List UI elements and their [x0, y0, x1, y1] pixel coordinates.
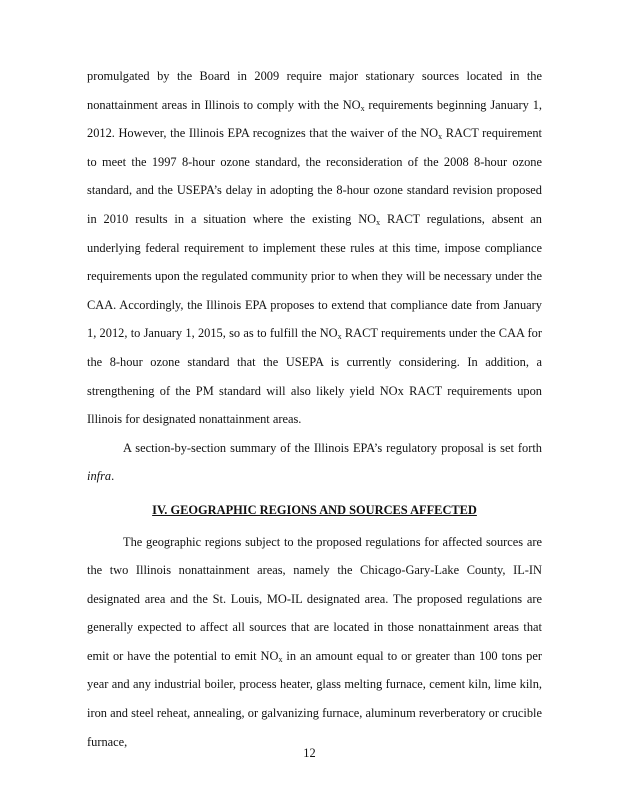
subscript-x: x [360, 103, 365, 113]
text-segment: RACT requirements under the CAA for the 8-hour ozone standard that the USEPA is currently considering. In addition, a strengthening of the PM standard will also likely yield NOx RACT requirements upon Illinois for designated nonattainment areas. [87, 326, 542, 427]
paragraph-nox-compliance [87, 62, 542, 434]
paragraph-summary-reference [87, 434, 542, 491]
text-segment: promulgated by the Board in 2009 require major stationary sources located in the nonattainment areas in Illinois to comply with the NO [87, 69, 542, 112]
text-segment: requirements beginning January 1, 2012. However, the Illinois EPA recognizes that the waiver of the NO [87, 97, 542, 141]
italic-infra: infra [87, 469, 112, 484]
text-segment: . [111, 469, 115, 484]
text-segment: RACT regulations, absent an underlying federal requirement to implement these rules at this time, impose compliance requirements upon the regulated community prior to when they will be necessary under the CAA. Accordingly, the Illinois EPA proposes to extend that compliance date from January 1, 2012, to January 1, 2015, so as to fulfill the NO [87, 211, 542, 341]
subscript-x: x [337, 332, 342, 342]
text-segment: in an amount equal to or greater than 100 tons per year and any industrial boiler, process heater, glass melting furnace, cement kiln, lime kiln, iron and steel reheat, annealing, or galvanizing furnace, aluminum reverberatory or crucible furnace, [87, 648, 542, 749]
subscript-x: x [278, 654, 283, 664]
text-segment: The geographic regions subject to the proposed regulations for affected sources are the two Illinois nonattainment areas, namely the Chicago-Gary-Lake County, IL-IN designated area and the St. Louis, MO-IL designated area. The proposed regulations are generally expected to affect all sources that are located in those nonattainment areas that emit or have the potential to emit NO [87, 534, 542, 663]
subscript-x: x [376, 217, 381, 227]
text-segment: RACT requirement to meet the 1997 8-hour ozone standard, the reconsideration of the 2008 8-hour ozone standard, and the USEPA’s delay in adopting the 8-hour ozone standard revision proposed in 2010 results in a situation where the existing NO [87, 126, 542, 226]
page-number: 12 [303, 746, 316, 760]
paragraph-geographic-regions [87, 528, 542, 757]
subscript-x: x [438, 132, 443, 142]
text-segment: A section-by-section summary of the Illinois EPA’s regulatory proposal is set forth [123, 440, 542, 455]
body-text [87, 62, 542, 756]
section-heading: IV. GEOGRAPHIC REGIONS AND SOURCES AFFECTED [152, 502, 477, 517]
